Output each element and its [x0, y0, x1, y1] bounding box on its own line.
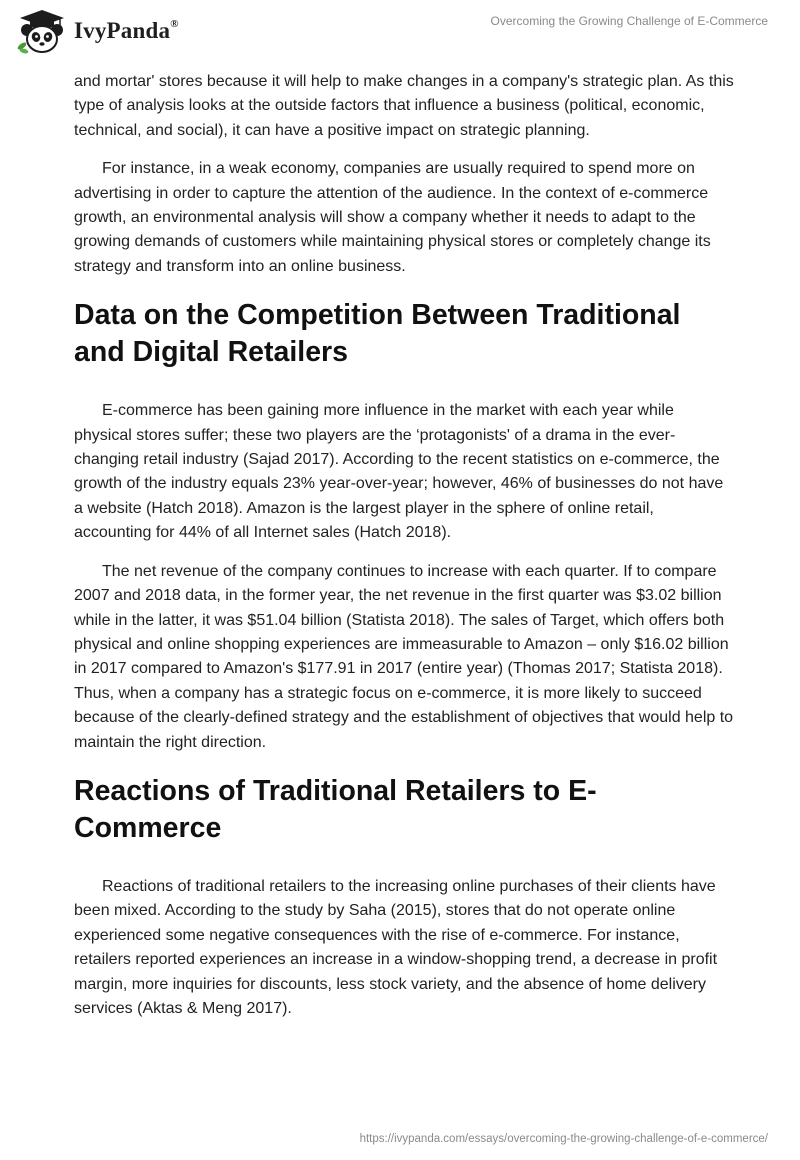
- paragraph: Reactions of traditional retailers to the increasing online purchases of their clients have been mixed. According to the study by Saha (2015), stores that do not operate online experienced some negative consequences with the rise of e-commerce. For instance, retailers reported experiences an increase in a window-shopping trend, a decrease in profit margin, more inquiries for discounts, less stock variety, and the absence of home delivery services (Aktas & Meng 2017).: [74, 877, 718, 1017]
- paragraph: E-commerce has been gaining more influence in the market with each year while physical stores suffer; these two players are the ‘protagonists' of a drama in the ever-changing retail industry (Sajad 2017). According to the recent statistics on e-commerce, the growth of the industry equals 23% year-over-year; however, 46% of businesses do not have a website (Hatch 2018). Amazon is the largest player in the sphere of online retail, accounting for 44% of all Internet sales (Hatch 2018).: [74, 402, 724, 542]
- section-heading: Data on the Competition Between Traditional and Digital Retailers: [74, 299, 681, 369]
- paragraph: The net revenue of the company continues to increase with each quarter. If to compare 2007 and 2018 data, in the former year, the net revenue in the first quarter was $3.02 billion while in the latter, it was $51.04 billion (Statista 2018). The sales of Target, which offers both physical and online shopping experiences are immeasurable to Amazon – only $16.02 billion in 2017 compared to Amazon's $177.91 in 2017 (entire year) (Thomas 2017; Statista 2018). Thus, when a company has a strategic focus on e-commerce, it is more likely to succeed because of the clearly-defined strategy and the establishment of objectives that would help to maintain the right direction.: [74, 562, 734, 751]
- page-header: [0, 0, 800, 70]
- paragraph: For instance, in a weak economy, companies are usually required to spend more on advertising in order to capture the attention of the audience. In the context of e-commerce growth, an environmental analysis will show a company whether it needs to adapt to the growing demands of customers while maintaining physical stores or completely change its strategy and transform into an online business.: [74, 160, 711, 275]
- brand-name: IvyPanda®: [74, 18, 179, 43]
- ivypanda-logo[interactable]: [16, 8, 179, 54]
- registered-mark: ®: [170, 18, 179, 31]
- section-heading: Reactions of Traditional Retailers to E-Commerce: [74, 774, 597, 844]
- essay-body: [74, 70, 734, 1035]
- source-url-link[interactable]: https://ivypanda.com/essays/overcoming-the-growing-challenge-of-e-commerce/: [359, 1133, 768, 1145]
- paragraph: and mortar' stores because it will help to make changes in a company's strategic plan. As this type of analysis looks at the outside factors that influence a business (political, economic, technical, and social), it can have a positive impact on strategic planning.: [74, 73, 734, 139]
- document-title: Overcoming the Growing Challenge of E-Commerce: [490, 14, 768, 28]
- panda-logo-icon: [16, 8, 68, 54]
